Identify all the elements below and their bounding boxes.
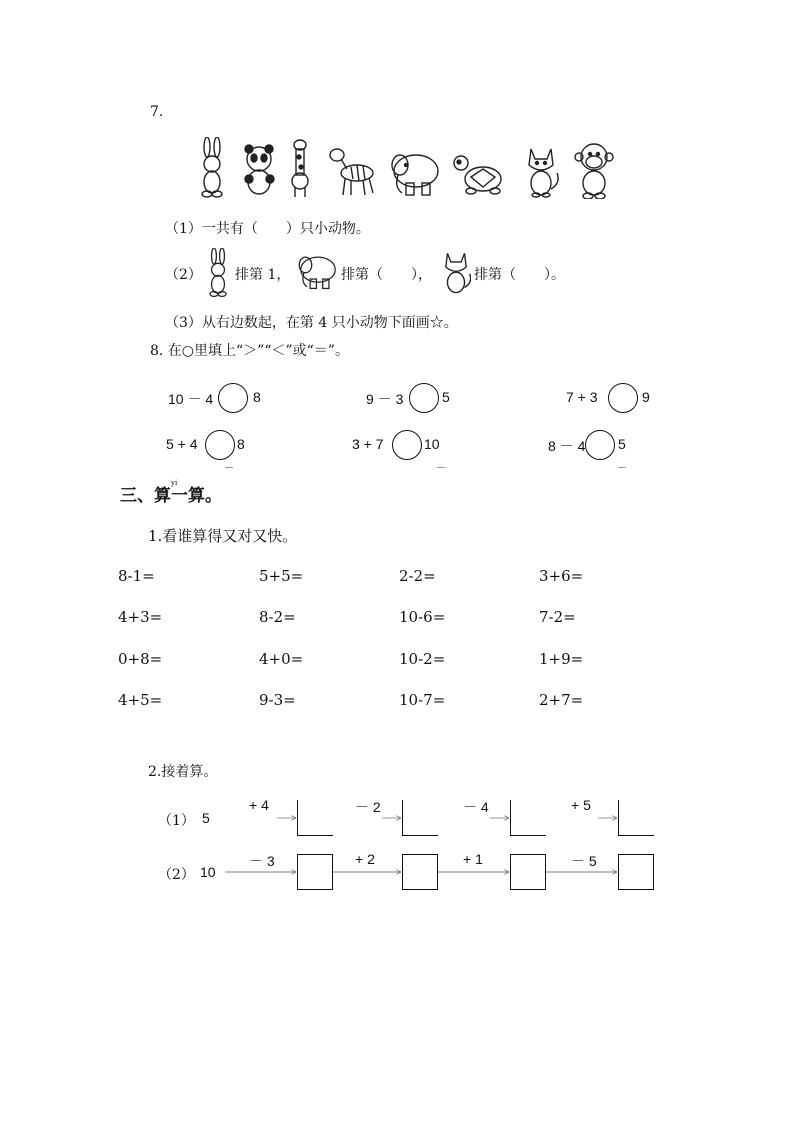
compare-left: 7 + 3 — [566, 389, 598, 405]
chain-2-label: （2） — [158, 867, 195, 883]
calc-item: 10-7= — [399, 691, 446, 709]
chain-op: － 2 — [355, 799, 381, 815]
compare-left: 8 － 4 — [548, 438, 586, 454]
question-8-title: 8. 在○里填上“＞”“＜”或“＝”。 — [150, 343, 349, 359]
chain-op: － 4 — [463, 799, 489, 815]
compare-left: 10 － 4 — [168, 391, 214, 407]
compare-right: 10 — [424, 436, 440, 452]
calc-item: 2-2= — [399, 567, 436, 585]
calc-item: 4+3= — [118, 608, 163, 626]
chain-1-start: 5 — [202, 810, 210, 826]
sub-question-2-title: 2.接着算。 — [148, 764, 218, 780]
question-7-number: 7. — [150, 104, 164, 120]
calc-item: 8-2= — [259, 608, 296, 626]
section-3-heading: 算一算。 — [154, 486, 222, 506]
answer-box[interactable] — [618, 854, 654, 890]
compare-left: 9 － 3 — [366, 391, 404, 407]
section-3-number: 三、 — [120, 486, 154, 506]
calc-item: 10-2= — [399, 650, 446, 668]
answer-box[interactable] — [402, 800, 438, 836]
q7-part-2-elephant-text: 排第（ ）， — [341, 267, 432, 283]
q7-part-2-cat-text: 排第（ ）。 — [474, 267, 565, 283]
q7-part-2-rabbit-text: 排第 1， — [235, 267, 291, 283]
calc-item: 7-2= — [539, 608, 576, 626]
compare-left: 3 + 7 — [352, 436, 384, 452]
calc-item: 3+6= — [539, 567, 584, 585]
compare-right: 8 — [237, 436, 245, 452]
chain-op: + 5 — [571, 797, 591, 813]
chain-op: + 2 — [355, 851, 375, 867]
compare-right: 9 — [642, 389, 650, 405]
answer-box[interactable] — [510, 800, 546, 836]
calc-item: 9-3= — [259, 691, 296, 709]
calc-item: 0+8= — [118, 650, 163, 668]
chain-op: － 5 — [571, 853, 597, 869]
compare-right: 5 — [618, 436, 626, 452]
answer-box[interactable] — [510, 854, 546, 890]
answer-box[interactable] — [402, 854, 438, 890]
q7-part-1: （1）一共有（ ）只小动物。 — [165, 221, 370, 237]
chain-op: + 4 — [249, 797, 269, 813]
chain-2-start: 10 — [200, 864, 216, 880]
calc-item: 4+0= — [259, 650, 304, 668]
pinyin-annotation: yi — [171, 479, 178, 487]
q7-part-2-label: （2） — [165, 267, 202, 283]
calc-item: 8-1= — [118, 567, 155, 585]
compare-right: 5 — [442, 389, 450, 405]
calc-item: 2+7= — [539, 691, 584, 709]
chain-op: － 3 — [249, 853, 275, 869]
chain-op: + 1 — [463, 851, 483, 867]
answer-box[interactable] — [297, 854, 333, 890]
answer-box[interactable] — [297, 800, 333, 836]
sub-question-1-title: 1.看谁算得又对又快。 — [148, 527, 298, 545]
compare-left: 5 + 4 — [166, 436, 198, 452]
calc-item: 1+9= — [539, 650, 584, 668]
q7-part-3: （3）从右边数起，在第 4 只小动物下面画☆。 — [165, 315, 458, 331]
answer-box[interactable] — [618, 800, 654, 836]
calc-item: 10-6= — [399, 608, 446, 626]
chain-1-label: （1） — [158, 813, 195, 829]
compare-right: 8 — [253, 389, 261, 405]
calc-item: 4+5= — [118, 691, 163, 709]
calc-item: 5+5= — [259, 567, 304, 585]
